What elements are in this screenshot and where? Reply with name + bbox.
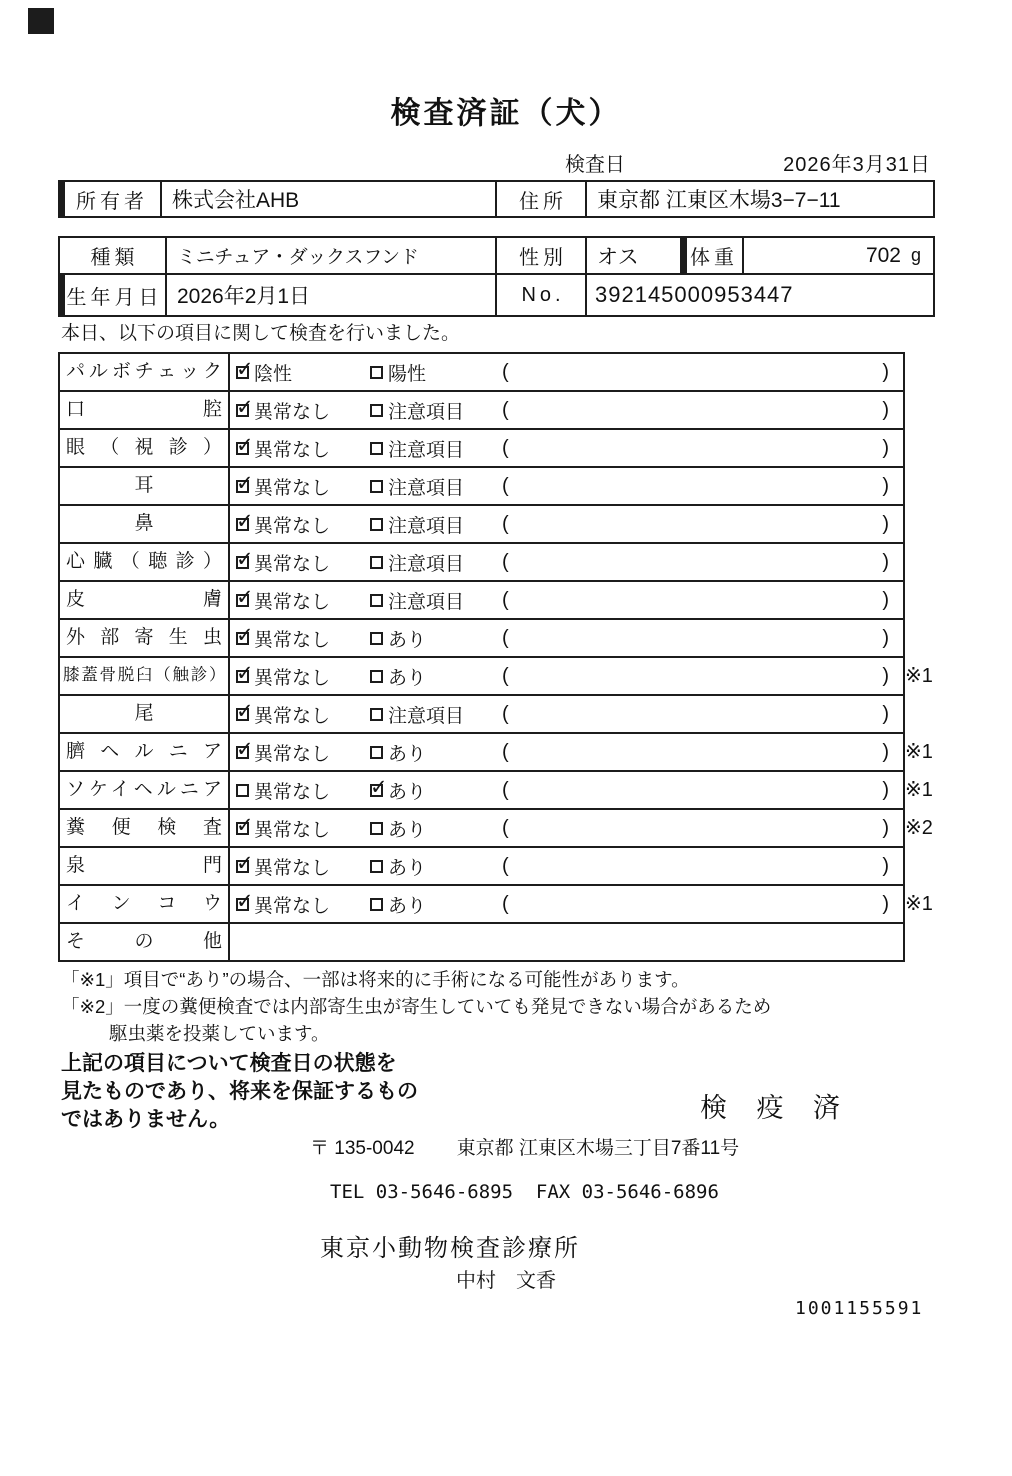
paren-close: ) bbox=[882, 778, 889, 801]
checklist-row bbox=[60, 696, 903, 734]
quarantine-stamp: 検 疫 済 bbox=[700, 1093, 852, 1123]
owner-label: 所有者 bbox=[60, 182, 162, 216]
paren-open: ( bbox=[502, 588, 509, 611]
checklist-options bbox=[230, 430, 903, 466]
checkbox-icon bbox=[236, 670, 249, 683]
checkbox-icon bbox=[370, 898, 383, 911]
option-2 bbox=[370, 549, 498, 576]
paren-open: ( bbox=[502, 778, 509, 801]
no-label: No. bbox=[497, 275, 587, 315]
checklist-options bbox=[230, 620, 903, 656]
checklist-options bbox=[230, 544, 903, 580]
checklist-item-label: インコウ bbox=[60, 886, 230, 922]
paren-open: ( bbox=[502, 474, 509, 497]
disclaimer-line2: 見たものであり、将来を保証するもの bbox=[61, 1080, 418, 1103]
checklist-item-label: 糞便検査 bbox=[60, 810, 230, 846]
checklist-item-label: 鼻 bbox=[60, 506, 230, 542]
checklist-options bbox=[230, 468, 903, 504]
postal-code: 〒 135-0042 bbox=[310, 1138, 415, 1159]
option-2-label: あり bbox=[388, 895, 427, 917]
checklist-row bbox=[60, 392, 903, 430]
option-2-label: あり bbox=[388, 819, 427, 841]
owner-value: 株式会社AHB bbox=[162, 182, 497, 216]
option-2 bbox=[370, 473, 498, 500]
checklist-item-label: 皮膚 bbox=[60, 582, 230, 618]
checkbox-icon bbox=[236, 708, 249, 721]
option-1 bbox=[236, 701, 370, 728]
option-1 bbox=[236, 435, 370, 462]
checklist-row bbox=[60, 544, 903, 582]
checklist-table bbox=[58, 352, 933, 962]
checklist-row bbox=[60, 848, 903, 886]
checklist-options bbox=[230, 658, 903, 694]
checklist-item-label: 泉門 bbox=[60, 848, 230, 884]
footnote-mark: ※1 bbox=[905, 893, 933, 915]
option-2 bbox=[370, 397, 498, 424]
paren-close: ) bbox=[882, 398, 889, 421]
checkbox-icon bbox=[370, 632, 383, 645]
checkbox-icon bbox=[370, 708, 383, 721]
pet-info-row-1 bbox=[60, 238, 933, 275]
checklist-item-label: 尾 bbox=[60, 696, 230, 732]
option-2-label: 注意項目 bbox=[388, 591, 465, 613]
option-1 bbox=[236, 815, 370, 842]
paren-open: ( bbox=[502, 436, 509, 459]
clinic-name: 東京小動物検査診療所 bbox=[320, 1235, 580, 1262]
checkbox-icon bbox=[236, 518, 249, 531]
option-1 bbox=[236, 891, 370, 918]
option-2-label: あり bbox=[388, 667, 427, 689]
checklist-options bbox=[230, 506, 903, 542]
option-2 bbox=[370, 701, 498, 728]
paren-open: ( bbox=[502, 740, 509, 763]
option-1 bbox=[236, 739, 370, 766]
option-1-label: 異常なし bbox=[254, 743, 331, 765]
paren-close: ) bbox=[882, 664, 889, 687]
owner-info-table bbox=[58, 180, 935, 218]
paren-open: ( bbox=[502, 854, 509, 877]
inspection-date-row bbox=[58, 148, 935, 174]
option-1-label: 異常なし bbox=[254, 629, 331, 651]
option-1 bbox=[236, 397, 370, 424]
checkbox-icon bbox=[370, 404, 383, 417]
option-2-label: あり bbox=[388, 629, 427, 651]
checklist-row bbox=[60, 620, 903, 658]
checkbox-icon bbox=[370, 784, 383, 797]
option-1-label: 異常なし bbox=[254, 553, 331, 575]
checkbox-icon bbox=[370, 822, 383, 835]
sex-value: オス bbox=[587, 238, 682, 273]
option-2 bbox=[370, 739, 498, 766]
no-value: 392145000953447 bbox=[595, 282, 794, 307]
checklist-row bbox=[60, 468, 903, 506]
clinic-address-line bbox=[310, 1133, 739, 1160]
option-1-label: 異常なし bbox=[254, 705, 331, 727]
disclaimer bbox=[61, 1050, 418, 1134]
disclaimer-line1: 上記の項目について検査日の状態を bbox=[61, 1052, 397, 1075]
paren-close: ) bbox=[882, 854, 889, 877]
option-2 bbox=[370, 625, 498, 652]
paren-close: ) bbox=[882, 588, 889, 611]
checklist-row bbox=[60, 506, 903, 544]
checkbox-icon bbox=[236, 822, 249, 835]
paren-open: ( bbox=[502, 626, 509, 649]
checkbox-icon bbox=[236, 442, 249, 455]
checklist-item-label: 眼（視診） bbox=[60, 430, 230, 466]
checkbox-icon bbox=[236, 594, 249, 607]
checkbox-icon bbox=[236, 480, 249, 493]
option-2-label: 注意項目 bbox=[388, 477, 465, 499]
checklist-options bbox=[230, 848, 903, 884]
checklist-options bbox=[230, 582, 903, 618]
checklist-row bbox=[60, 582, 903, 620]
option-2 bbox=[370, 511, 498, 538]
option-1-label: 異常なし bbox=[254, 895, 331, 917]
option-1-label: 異常なし bbox=[254, 439, 331, 461]
paren-open: ( bbox=[502, 702, 509, 725]
footnote-2-line1: 「※2」一度の糞便検査では内部寄生虫が寄生していても発見できない場合があるため bbox=[61, 996, 772, 1017]
paren-open: ( bbox=[502, 398, 509, 421]
breed-value: ミニチュア・ダックスフンド bbox=[167, 238, 497, 273]
breed-label: 種類 bbox=[60, 238, 167, 273]
option-1-label: 異常なし bbox=[254, 819, 331, 841]
paren-close: ) bbox=[882, 702, 889, 725]
paren-close: ) bbox=[882, 436, 889, 459]
paren-close: ) bbox=[882, 740, 889, 763]
inspection-date-value: 2026年3月31日 bbox=[783, 154, 931, 176]
option-1-label: 異常なし bbox=[254, 781, 331, 803]
option-1-label: 異常なし bbox=[254, 667, 331, 689]
weight-value-cell bbox=[744, 238, 933, 273]
checklist-item-label: 外部寄生虫 bbox=[60, 620, 230, 656]
option-1-label: 異常なし bbox=[254, 857, 331, 879]
checkbox-icon bbox=[236, 366, 249, 379]
checklist-row bbox=[60, 886, 933, 924]
weight-label: 体重 bbox=[682, 238, 744, 273]
paren-close: ) bbox=[882, 474, 889, 497]
checklist-row bbox=[60, 772, 933, 810]
option-2 bbox=[370, 853, 498, 880]
option-2-label: 注意項目 bbox=[388, 439, 465, 461]
checkbox-icon bbox=[236, 746, 249, 759]
checklist-item-label: 口腔 bbox=[60, 392, 230, 428]
option-2 bbox=[370, 359, 498, 386]
checkbox-icon bbox=[370, 518, 383, 531]
option-2 bbox=[370, 663, 498, 690]
checklist-options bbox=[230, 886, 903, 922]
checklist-row bbox=[60, 354, 903, 392]
checklist-item-label: ソケイヘルニア bbox=[60, 772, 230, 808]
checklist-item-label: パルボチェック bbox=[60, 354, 230, 390]
option-1 bbox=[236, 625, 370, 652]
paren-close: ) bbox=[882, 512, 889, 535]
checkbox-icon bbox=[370, 670, 383, 683]
address-value: 東京都 江東区木場3−7−11 bbox=[597, 189, 841, 212]
footnote-mark: ※1 bbox=[905, 741, 933, 763]
option-1-label: 異常なし bbox=[254, 591, 331, 613]
checkbox-icon bbox=[370, 594, 383, 607]
option-2 bbox=[370, 435, 498, 462]
paren-open: ( bbox=[502, 664, 509, 687]
option-1 bbox=[236, 473, 370, 500]
scan-corner-mark bbox=[28, 8, 54, 34]
footnote-1: 「※1」項目で“あり”の場合、一部は将来的に手術になる可能性があります。 bbox=[61, 969, 690, 990]
checklist-item-label: 心臓（聴診） bbox=[60, 544, 230, 580]
option-1-label: 異常なし bbox=[254, 515, 331, 537]
paren-close: ) bbox=[882, 360, 889, 383]
checkbox-icon bbox=[236, 404, 249, 417]
option-2-label: 陽性 bbox=[388, 363, 427, 385]
checklist-item-label: 臍ヘルニア bbox=[60, 734, 230, 770]
option-1-label: 陰性 bbox=[254, 363, 293, 385]
option-2 bbox=[370, 815, 498, 842]
document-title: 検査済証（犬） bbox=[390, 97, 622, 130]
checklist-item-label: その他 bbox=[60, 924, 230, 960]
clinic-address: 東京都 江東区木場三丁目7番11号 bbox=[456, 1138, 740, 1159]
option-2-label: 注意項目 bbox=[388, 553, 465, 575]
checkbox-icon bbox=[370, 366, 383, 379]
checklist-row bbox=[60, 430, 903, 468]
footnote-mark: ※1 bbox=[905, 779, 933, 801]
option-2-label: 注意項目 bbox=[388, 401, 465, 423]
weight-unit: g bbox=[910, 245, 921, 265]
weight-value: 702 bbox=[865, 243, 901, 267]
checkbox-icon bbox=[236, 898, 249, 911]
checkbox-icon bbox=[370, 746, 383, 759]
paren-close: ) bbox=[882, 892, 889, 915]
birthdate-label: 生年月日 bbox=[60, 275, 167, 315]
paren-open: ( bbox=[502, 550, 509, 573]
pet-info-row-2 bbox=[60, 275, 933, 315]
option-1 bbox=[236, 549, 370, 576]
checklist-options bbox=[230, 810, 903, 846]
sex-label: 性別 bbox=[497, 238, 587, 273]
option-2 bbox=[370, 777, 498, 804]
inspection-date-label: 検査日 bbox=[565, 154, 625, 176]
paren-close: ) bbox=[882, 626, 889, 649]
checkbox-icon bbox=[236, 556, 249, 569]
option-1 bbox=[236, 587, 370, 614]
checkbox-icon bbox=[370, 556, 383, 569]
checklist-options bbox=[230, 354, 903, 390]
option-2 bbox=[370, 587, 498, 614]
footnote-mark: ※2 bbox=[905, 817, 933, 839]
checkbox-icon bbox=[236, 860, 249, 873]
checkbox-icon bbox=[370, 860, 383, 873]
footnote-2-line2: 駆虫薬を投薬しています。 bbox=[109, 1023, 330, 1044]
option-2-label: あり bbox=[388, 743, 427, 765]
option-2-label: 注意項目 bbox=[388, 515, 465, 537]
checklist-item-label: 膝蓋骨脱臼（触診） bbox=[60, 658, 230, 694]
checklist-options bbox=[230, 392, 903, 428]
checkbox-icon bbox=[370, 442, 383, 455]
address-label: 住所 bbox=[497, 182, 587, 216]
intro-text: 本日、以下の項目に関して検査を行いました。 bbox=[61, 323, 461, 344]
option-1 bbox=[236, 663, 370, 690]
option-2-label: 注意項目 bbox=[388, 705, 465, 727]
option-1-label: 異常なし bbox=[254, 477, 331, 499]
checklist-row bbox=[60, 810, 933, 848]
checkbox-icon bbox=[236, 632, 249, 645]
option-1 bbox=[236, 853, 370, 880]
option-1 bbox=[236, 359, 370, 386]
checklist-options bbox=[230, 734, 903, 770]
checkbox-icon bbox=[236, 784, 249, 797]
disclaimer-line3: ではありません。 bbox=[61, 1108, 231, 1131]
footnote-mark: ※1 bbox=[905, 665, 933, 687]
option-1 bbox=[236, 777, 370, 804]
footnotes bbox=[61, 966, 771, 1047]
option-1 bbox=[236, 511, 370, 538]
paren-close: ) bbox=[882, 816, 889, 839]
checklist-item-label: 耳 bbox=[60, 468, 230, 504]
serial-number: 1001155591 bbox=[795, 1298, 924, 1319]
examiner-name: 中村 文香 bbox=[456, 1270, 556, 1292]
checklist-options bbox=[230, 696, 903, 732]
option-2-label: あり bbox=[388, 857, 427, 879]
checklist-row bbox=[60, 658, 933, 696]
paren-open: ( bbox=[502, 360, 509, 383]
tel-fax-line: TEL 03-5646-6895 FAX 03-5646-6896 bbox=[330, 1181, 719, 1203]
paren-open: ( bbox=[502, 512, 509, 535]
paren-close: ) bbox=[882, 550, 889, 573]
checklist-row bbox=[60, 924, 903, 960]
option-2 bbox=[370, 891, 498, 918]
checkbox-icon bbox=[370, 480, 383, 493]
paren-open: ( bbox=[502, 816, 509, 839]
option-2-label: あり bbox=[388, 781, 427, 803]
pet-info-table bbox=[58, 236, 935, 317]
birthdate-value: 2026年2月1日 bbox=[167, 275, 497, 315]
checklist-options bbox=[230, 924, 903, 960]
paren-open: ( bbox=[502, 892, 509, 915]
checklist-options bbox=[230, 772, 903, 808]
checklist-row bbox=[60, 734, 933, 772]
option-1-label: 異常なし bbox=[254, 401, 331, 423]
